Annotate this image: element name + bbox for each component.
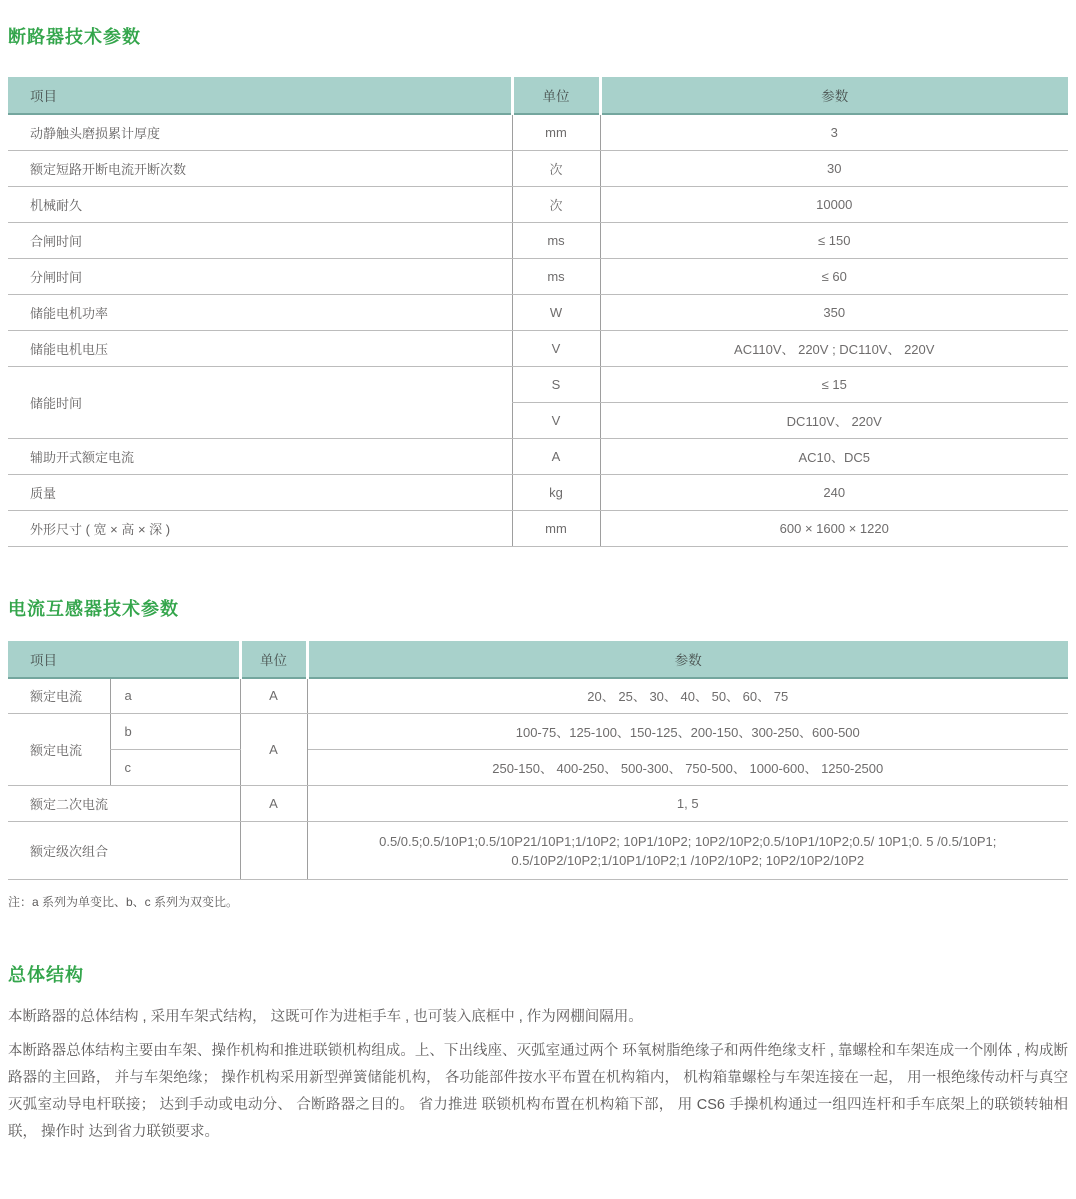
- table-row: [8, 474, 1068, 510]
- header-cell-value: 参数: [600, 77, 1068, 114]
- value-cell: 20、 25、 30、 40、 50、 60、 75: [307, 678, 1068, 714]
- unit-cell: A: [512, 438, 600, 474]
- table-row: [8, 366, 1068, 402]
- item-cell: 额定电流: [8, 678, 110, 714]
- table-row: [8, 258, 1068, 294]
- table-row: [8, 438, 1068, 474]
- unit-cell-merged: A: [240, 714, 307, 786]
- table-header-row: [8, 641, 1068, 678]
- table-row: [8, 510, 1068, 546]
- item-cell: 储能电机电压: [8, 330, 512, 366]
- unit-cell: kg: [512, 474, 600, 510]
- value-cell: 10000: [600, 186, 1068, 222]
- unit-cell: mm: [512, 114, 600, 150]
- unit-cell: ms: [512, 258, 600, 294]
- value-cell: 100-75、125-100、150-125、200-150、300-250、600-500: [307, 714, 1068, 750]
- table-row: [8, 714, 1068, 750]
- section-title-structure: 总体结构: [8, 965, 84, 985]
- item-cell: 分闸时间: [8, 258, 512, 294]
- unit-cell: V: [512, 330, 600, 366]
- unit-cell: S: [512, 366, 600, 402]
- header-cell-unit: 单位: [512, 77, 600, 114]
- ct-params-table: [8, 641, 1068, 881]
- value-line: 0.5/0.5;0.5/10P1;0.5/10P21/10P1;1/10P2; 10P1/10P2; 10P2/10P2;0.5/10P1/10P2;0.5/ 10P1;0. 5 /0.5/10P1;: [379, 833, 997, 849]
- header-cell-unit: 单位: [240, 641, 307, 678]
- unit-cell: [240, 822, 307, 880]
- section-title-ct-params: 电流互感器技术参数: [8, 598, 179, 619]
- table-footnote: 注：a 系列为单变比、b、c 系列为双变比。: [8, 895, 239, 909]
- item-cell: 额定二次电流: [8, 786, 240, 822]
- item-cell: 质量: [8, 474, 512, 510]
- series-cell: c: [110, 750, 240, 786]
- header-cell-item: 项目: [8, 641, 240, 678]
- value-cell: 30: [600, 150, 1068, 186]
- table-row: [8, 678, 1068, 714]
- value-cell: 250-150、 400-250、 500-300、 750-500、 1000-600、 1250-2500: [307, 750, 1068, 786]
- value-cell: ≤ 15: [600, 366, 1068, 402]
- unit-cell: 次: [512, 150, 600, 186]
- unit-cell: A: [240, 786, 307, 822]
- unit-cell: A: [240, 678, 307, 714]
- item-cell: 合闸时间: [8, 222, 512, 258]
- table-row: [8, 786, 1068, 822]
- section-title-breaker-params: 断路器技术参数: [8, 27, 141, 47]
- value-cell: 240: [600, 474, 1068, 510]
- unit-cell: ms: [512, 222, 600, 258]
- table-row: [8, 294, 1068, 330]
- table-row: [8, 750, 1068, 786]
- item-cell: 储能电机功率: [8, 294, 512, 330]
- table-row: [8, 186, 1068, 222]
- value-cell: AC110V、 220V ; DC110V、 220V: [600, 330, 1068, 366]
- series-cell: a: [110, 678, 240, 714]
- table-row: [8, 150, 1068, 186]
- page: [0, 26, 1076, 1146]
- value-line: 0.5/10P2/10P2;1/10P1/10P2;1 /10P2/10P2; 10P2/10P2/10P2: [511, 852, 865, 868]
- value-cell: ≤ 60: [600, 258, 1068, 294]
- value-cell: [307, 822, 1068, 880]
- table-row: [8, 114, 1068, 150]
- item-cell: 外形尺寸 ( 宽 × 高 × 深 ): [8, 510, 512, 546]
- item-cell-merged: 额定电流: [8, 714, 110, 786]
- structure-paragraph-1: 本断路器的总体结构 , 采用车架式结构， 这既可作为进柜手车 , 也可装入底框中 , 作为网棚间隔用。: [8, 1009, 643, 1025]
- value-cell: ≤ 150: [600, 222, 1068, 258]
- structure-paragraph-2: 本断路器总体结构主要由车架、操作机构和推进联锁机构组成。上、下出线座、灭弧室通过两个 环氧树脂绝缘子和两件绝缘支杆 , 靠螺栓和车架连成一个刚体 , 构成断路器的主回路， 并与车架绝缘； 操作机构采用新型弹簧储能机构， 各功能部件按水平布置在机构箱内， 机构箱靠螺栓与车架连接在一起， 用一根绝缘传动杆与真空灭弧室动导电杆联接； 达到手动或电动分、 合断路器之目的。 省力推进 联锁机构布置在机构箱下部， 用 CS6 手操机构通过一组四连杆和手车底架上的联锁转轴相联， 操作时 达到省力联锁要求。: [8, 1043, 1068, 1140]
- unit-cell: W: [512, 294, 600, 330]
- table-header-row: [8, 77, 1068, 114]
- table-row: [8, 222, 1068, 258]
- value-cell: 1, 5: [307, 786, 1068, 822]
- header-cell-item: 项目: [8, 77, 512, 114]
- item-cell-merged: 储能时间: [8, 366, 512, 438]
- value-cell: 3: [600, 114, 1068, 150]
- value-cell: AC10、DC5: [600, 438, 1068, 474]
- item-cell: 额定级次组合: [8, 822, 240, 880]
- item-cell: 辅助开式额定电流: [8, 438, 512, 474]
- item-cell: 动静触头磨损累计厚度: [8, 114, 512, 150]
- table-row: [8, 330, 1068, 366]
- unit-cell: V: [512, 402, 600, 438]
- value-cell: 600 × 1600 × 1220: [600, 510, 1068, 546]
- value-cell: 350: [600, 294, 1068, 330]
- table-row: [8, 822, 1068, 880]
- header-cell-value: 参数: [307, 641, 1068, 678]
- unit-cell: 次: [512, 186, 600, 222]
- item-cell: 额定短路开断电流开断次数: [8, 150, 512, 186]
- breaker-params-table: [8, 77, 1068, 547]
- unit-cell: mm: [512, 510, 600, 546]
- item-cell: 机械耐久: [8, 186, 512, 222]
- series-cell: b: [110, 714, 240, 750]
- value-cell: DC110V、 220V: [600, 402, 1068, 438]
